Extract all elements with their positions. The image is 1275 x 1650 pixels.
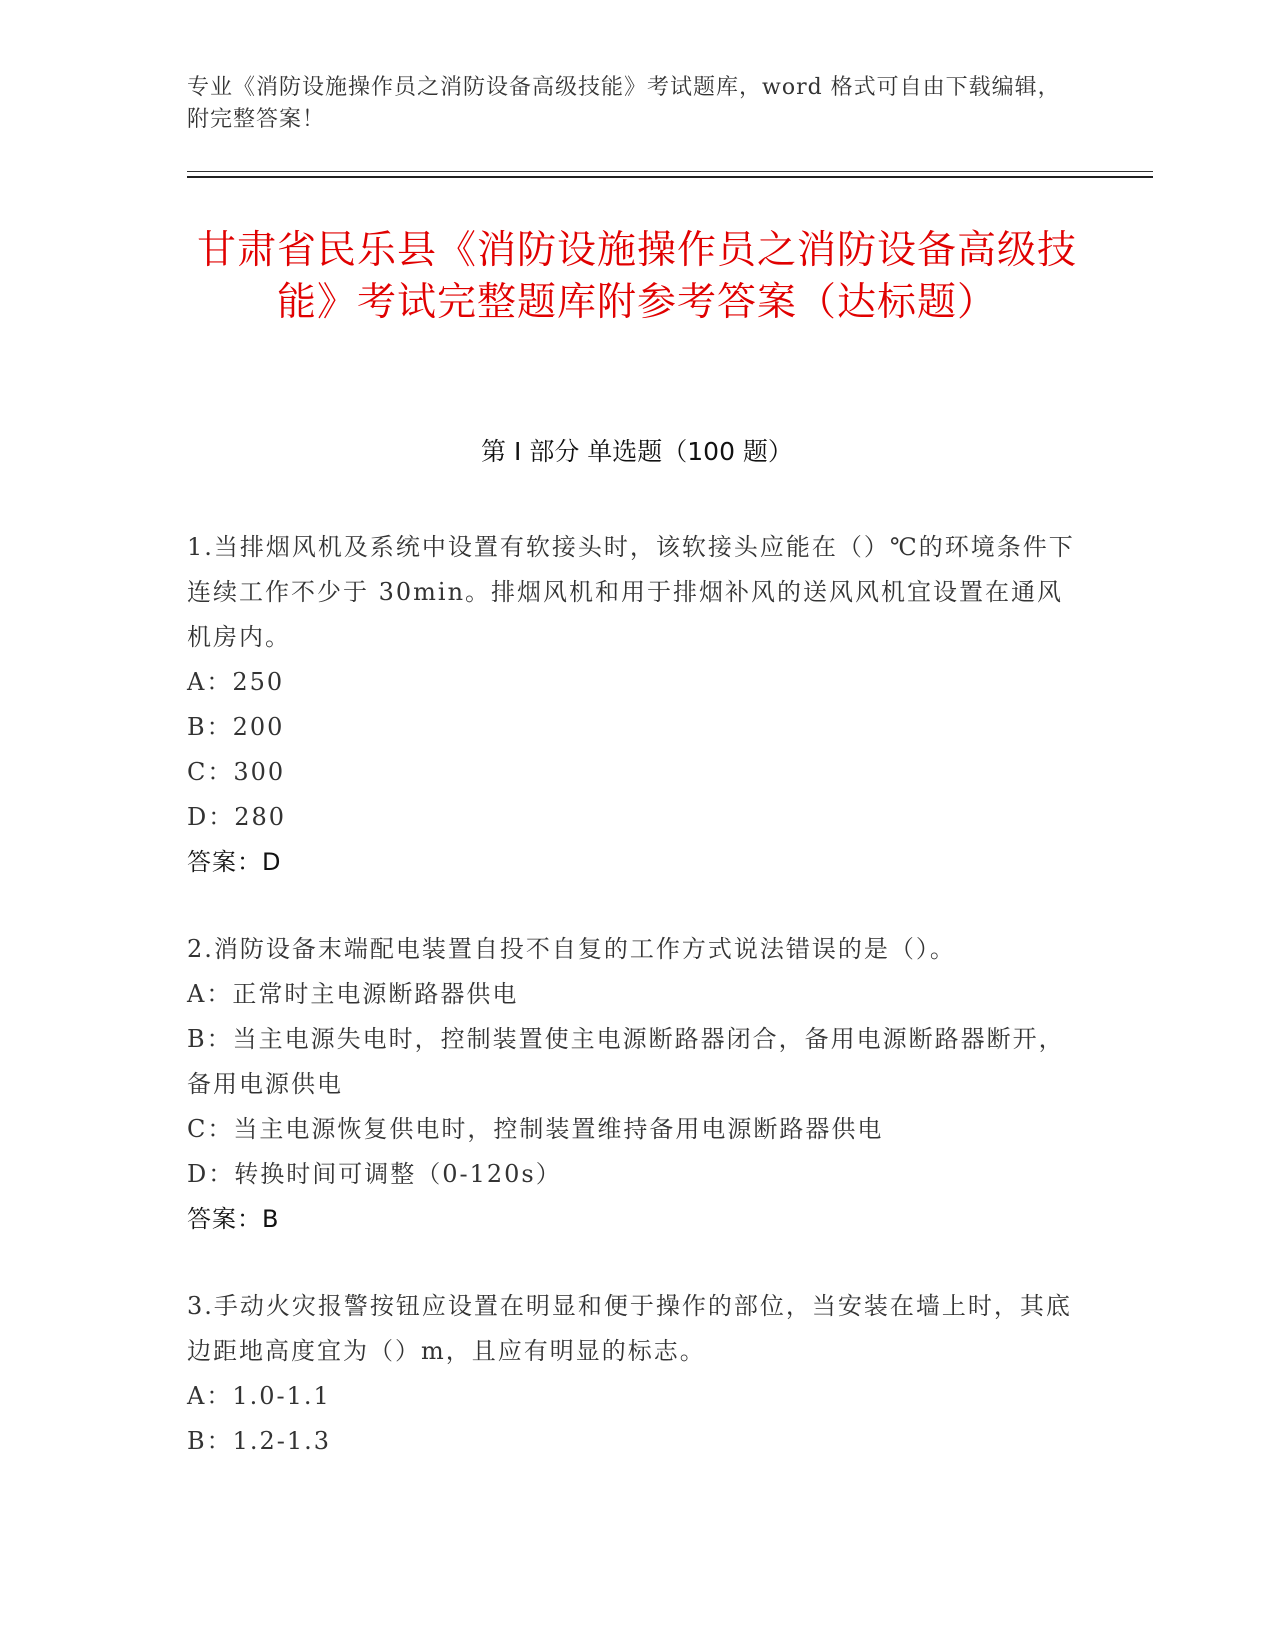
question-2 — [187, 927, 1077, 1242]
option-b: B：1.2-1.3 — [187, 1427, 332, 1455]
document-title: 甘肃省民乐县《消防设施操作员之消防设备高级技能》考试完整题库附参考答案（达标题） — [196, 228, 1077, 325]
header-rule-thick — [187, 176, 1153, 178]
question-spacer — [187, 885, 1077, 927]
question-spacer — [187, 1242, 1077, 1284]
option-c: C：当主电源恢复供电时，控制装置维持备用电源断路器供电 — [187, 1115, 884, 1143]
answer: 答案：B — [187, 1205, 280, 1233]
question-stem: 3.手动火灾报警按钮应设置在明显和便于操作的部位，当安装在墙上时，其底边距地高度宜为（）m，且应有明显的标志。 — [187, 1292, 1072, 1365]
question-1 — [187, 525, 1077, 885]
option-a: A：正常时主电源断路器供电 — [187, 980, 519, 1008]
option-c: C：300 — [187, 758, 286, 786]
option-b: B：当主电源失电时，控制装置使主电源断路器闭合，备用电源断路器断开，备用电源供电 — [187, 1025, 1065, 1098]
question-3 — [187, 1284, 1077, 1464]
header-note: 专业《消防设施操作员之消防设备高级技能》考试题库，word 格式可自由下载编辑，附完整答案！ — [187, 75, 1061, 132]
option-d: D：280 — [187, 803, 287, 831]
option-d: D：转换时间可调整（0-120s） — [187, 1160, 562, 1188]
option-a: A：250 — [187, 668, 285, 696]
option-a: A：1.0-1.1 — [187, 1382, 331, 1410]
question-stem: 2.消防设备末端配电装置自投不自复的工作方式说法错误的是（）。 — [187, 935, 956, 963]
question-stem: 1.当排烟风机及系统中设置有软接头时，该软接头应能在（）℃的环境条件下连续工作不少于 30min。排烟风机和用于排烟补风的送风风机宜设置在通风机房内。 — [187, 533, 1075, 651]
answer: 答案：D — [187, 848, 282, 876]
header-rule-thin — [187, 171, 1153, 172]
question-list — [187, 525, 1077, 1464]
section-heading: 第 I 部分 单选题（100 题） — [481, 437, 793, 466]
option-b: B：200 — [187, 713, 285, 741]
